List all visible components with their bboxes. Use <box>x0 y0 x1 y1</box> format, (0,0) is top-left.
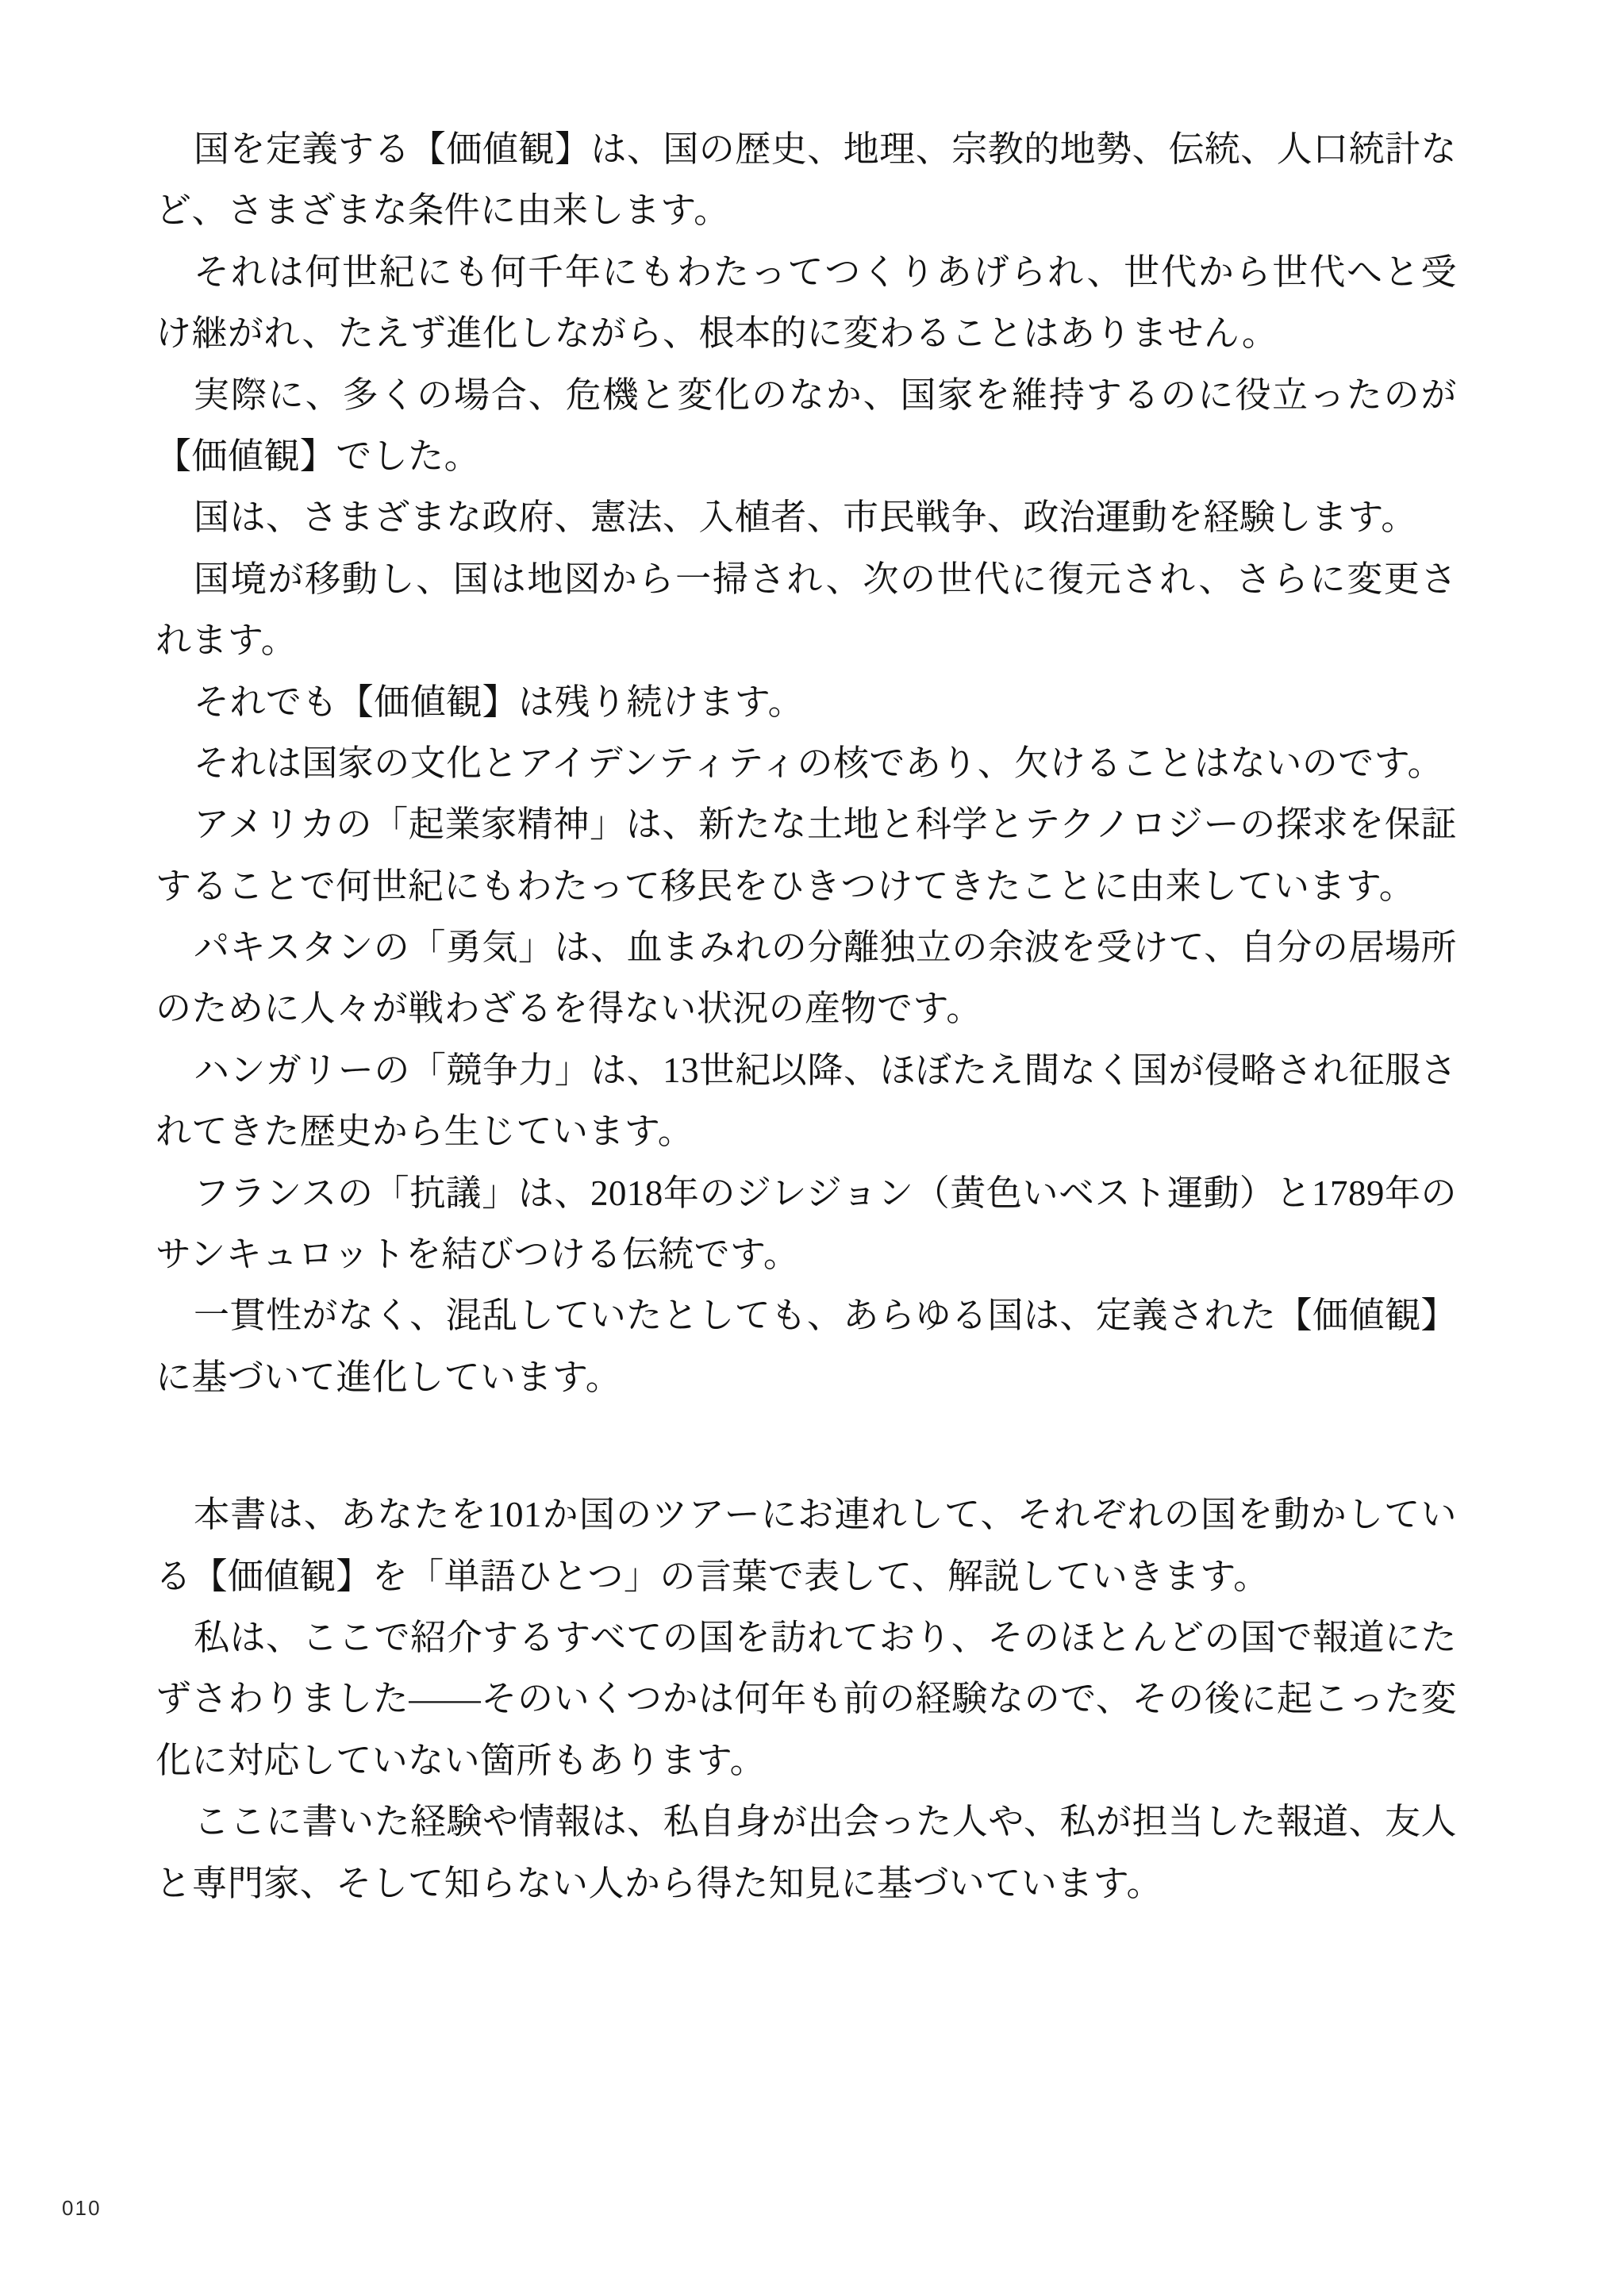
text-block-1 <box>156 119 1457 1408</box>
paragraph: ここに書いた経験や情報は、私自身が出会った人や、私が担当した報道、友人と専門家、そして知らない人から得た知見に基づいています。 <box>156 1802 1457 1903</box>
paragraph: 国は、さまざまな政府、憲法、入植者、市民戦争、政治運動を経験します。 <box>194 497 1417 538</box>
paragraph: それは何世紀にも何千年にもわたってつくりあげられ、世代から世代へと受け継がれ、たえず進化しながら、根本的に変わることはありません。 <box>156 251 1457 354</box>
paragraph: フランスの「抗議」は、2018年のジレジョン（黄色いベスト運動）と1789年のサンキュロットを結びつける伝統です。 <box>156 1173 1457 1275</box>
paragraph: アメリカの「起業家精神」は、新たな土地と科学とテクノロジーの探求を保証することで何世紀にもわたって移民をひきつけてきたことに由来しています。 <box>156 804 1457 906</box>
paragraph: ハンガリーの「競争力」は、13世紀以降、ほぼたえ間なく国が侵略され征服されてきた歴史から生じています。 <box>156 1050 1457 1152</box>
paragraph: 本書は、あなたを101か国のツアーにお連れして、それぞれの国を動かしている【価値観】を「単語ひとつ」の言葉で表して、解説していきます。 <box>156 1495 1457 1596</box>
paragraph: 実際に、多くの場合、危機と変化のなか、国家を維持するのに役立ったのが【価値観】でした。 <box>156 374 1457 476</box>
paragraph: パキスタンの「勇気」は、血まみれの分離独立の余波を受けて、自分の居場所のために人々が戦わざるを得ない状況の産物です。 <box>156 927 1457 1029</box>
paragraph: それでも【価値観】は残り続けます。 <box>194 682 805 722</box>
text-block-2 <box>156 1484 1457 1914</box>
body-text-column <box>156 119 1457 1914</box>
paragraph: 国境が移動し、国は地図から一掃され、次の世代に復元され、さらに変更されます。 <box>156 559 1457 661</box>
paragraph: 一貫性がなく、混乱していたとしても、あらゆる国は、定義された【価値観】に基づいて進化しています。 <box>156 1296 1457 1397</box>
paragraph: 国を定義する【価値観】は、国の歴史、地理、宗教的地勢、伝統、人口統計など、さまざまな条件に由来します。 <box>156 129 1457 231</box>
page-number: 010 <box>62 2196 102 2220</box>
block-separator <box>156 1408 1457 1484</box>
paragraph: 私は、ここで紹介するすべての国を訪れており、そのほとんどの国で報道にたずさわりました——そのいくつかは何年も前の経験なので、その後に起こった変化に対応していない箇所もあります。 <box>156 1617 1457 1780</box>
paragraph: それは国家の文化とアイデンティティの核であり、欠けることはないのです。 <box>194 743 1444 783</box>
